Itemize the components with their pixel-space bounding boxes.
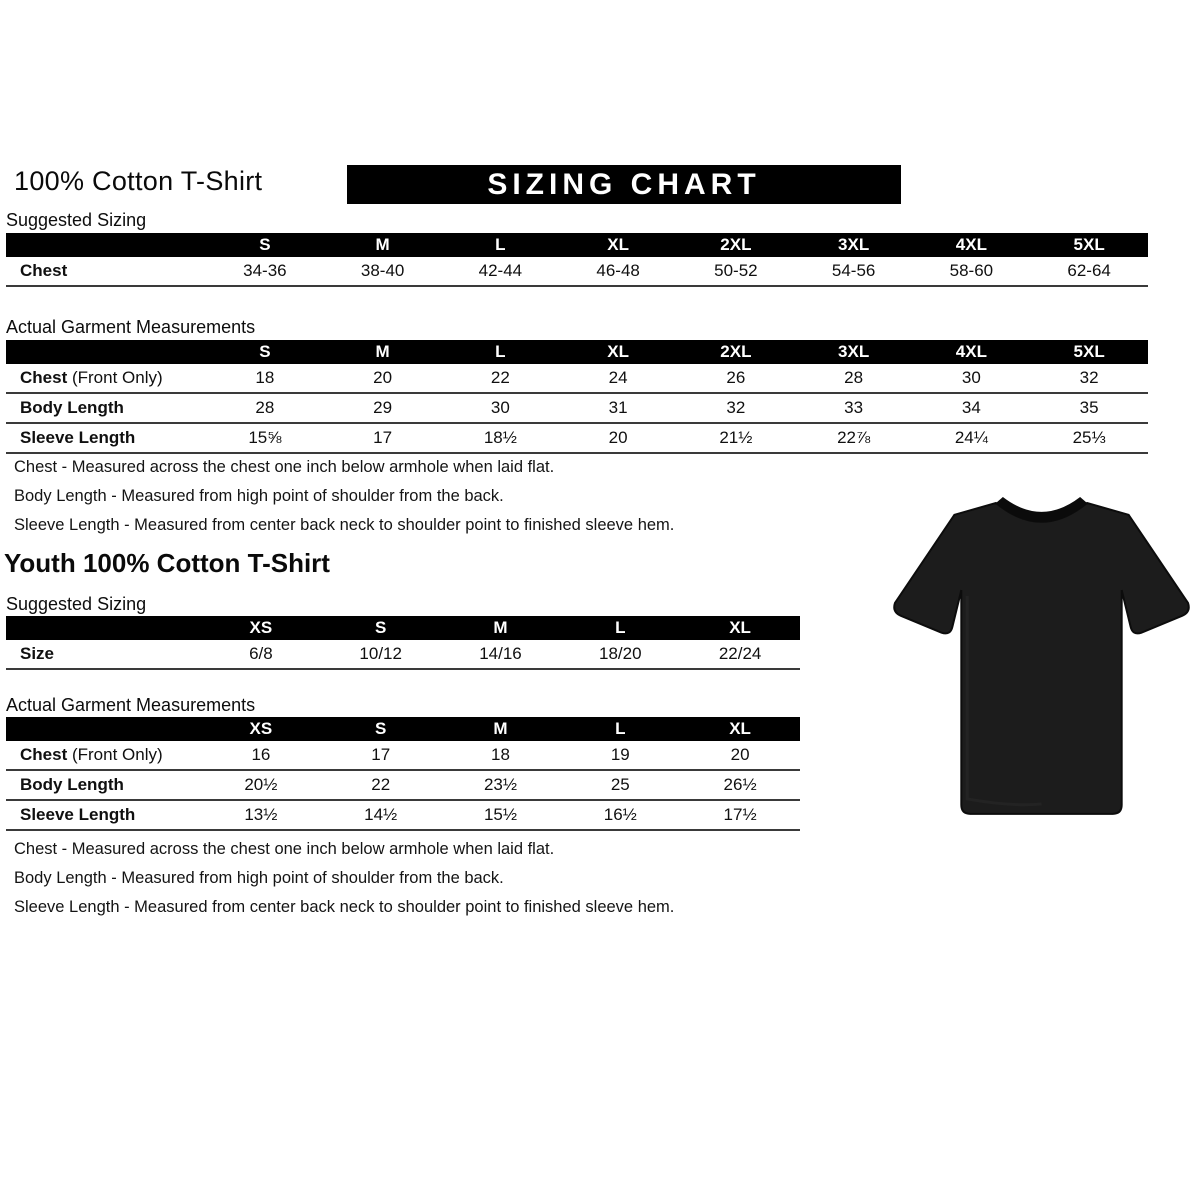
size-column-header: L bbox=[615, 719, 626, 738]
table-header-row bbox=[6, 340, 1148, 364]
youth-section-title: Youth 100% Cotton T-Shirt bbox=[4, 548, 330, 578]
size-column-header: 2XL bbox=[720, 235, 752, 254]
row-label: Body Length bbox=[20, 775, 124, 794]
measurement-cell: 62-64 bbox=[1067, 261, 1111, 280]
youth-actual-measurements-label: Actual Garment Measurements bbox=[6, 695, 256, 715]
measurement-cell: 32 bbox=[1079, 368, 1099, 387]
size-column-header: 3XL bbox=[838, 235, 870, 254]
size-column-header: S bbox=[375, 719, 387, 738]
measurement-cell: 15½ bbox=[483, 805, 518, 824]
measurement-cell: 22⅞ bbox=[837, 428, 871, 447]
size-column-header: XL bbox=[607, 235, 629, 254]
measurement-cell: 24 bbox=[608, 368, 628, 387]
sizing-chart-banner: SIZING CHART bbox=[347, 165, 901, 204]
size-column-header: 4XL bbox=[955, 235, 987, 254]
measurement-cell: 50-52 bbox=[714, 261, 758, 280]
table-header-row bbox=[6, 717, 800, 741]
measurement-cell: 21½ bbox=[719, 428, 753, 447]
table-row bbox=[6, 424, 1148, 454]
measurement-cell: 35 bbox=[1079, 398, 1099, 417]
measurement-cell: 31 bbox=[608, 398, 628, 417]
size-column-header: XS bbox=[249, 719, 273, 738]
note-sleeve-length: Sleeve Length - Measured from center back neck to shoulder point to finished sleeve hem. bbox=[14, 516, 675, 534]
measurement-cell: 14½ bbox=[364, 805, 398, 824]
measurement-cell: 13½ bbox=[244, 805, 278, 824]
youth-suggested-sizing-label: Suggested Sizing bbox=[6, 594, 147, 614]
size-column-header: XL bbox=[729, 719, 751, 738]
measurement-cell: 46-48 bbox=[596, 261, 640, 280]
measurement-cell: 20½ bbox=[244, 775, 278, 794]
measurement-cell: 18½ bbox=[483, 428, 517, 447]
page-title: 100% Cotton T-Shirt bbox=[14, 166, 263, 196]
table-corner-cell bbox=[6, 340, 206, 364]
measurement-cell: 22 bbox=[371, 775, 391, 794]
size-column-header: M bbox=[375, 235, 390, 254]
size-column-header: L bbox=[615, 618, 626, 637]
adult-actual-measurements-table bbox=[6, 340, 1148, 454]
row-label: Chest (Front Only) bbox=[20, 745, 163, 764]
size-column-header: XL bbox=[729, 618, 751, 637]
size-column-header: 5XL bbox=[1073, 342, 1105, 361]
table-row bbox=[6, 771, 800, 801]
size-column-header: S bbox=[259, 342, 271, 361]
table-row bbox=[6, 801, 800, 831]
note-body-length: Body Length - Measured from high point of shoulder from the back. bbox=[14, 869, 504, 887]
measurement-cell: 34 bbox=[961, 398, 981, 417]
measurement-cell: 26½ bbox=[723, 775, 757, 794]
measurement-cell: 25⅓ bbox=[1072, 428, 1106, 447]
size-column-header: 4XL bbox=[955, 342, 987, 361]
measurement-cell: 17 bbox=[371, 745, 391, 764]
row-label: Sleeve Length bbox=[20, 805, 136, 824]
row-label: Sleeve Length bbox=[20, 428, 136, 447]
measurement-cell: 10/12 bbox=[359, 644, 402, 663]
table-corner-cell bbox=[6, 616, 201, 640]
measurement-cell: 28 bbox=[844, 368, 864, 387]
youth-measurement-notes bbox=[14, 840, 844, 927]
measurement-cell: 26 bbox=[726, 368, 746, 387]
measurement-cell: 32 bbox=[726, 398, 746, 417]
note-body-length: Body Length - Measured from high point of shoulder from the back. bbox=[14, 487, 504, 505]
measurement-cell: 18/20 bbox=[599, 644, 642, 663]
measurement-cell: 29 bbox=[373, 398, 393, 417]
size-column-header: XL bbox=[607, 342, 629, 361]
measurement-cell: 34-36 bbox=[243, 261, 287, 280]
size-column-header: M bbox=[493, 719, 508, 738]
measurement-cell: 30 bbox=[961, 368, 981, 387]
note-sleeve-length: Sleeve Length - Measured from center back neck to shoulder point to finished sleeve hem. bbox=[14, 898, 675, 916]
measurement-cell: 23½ bbox=[483, 775, 518, 794]
size-column-header: 3XL bbox=[838, 342, 870, 361]
size-column-header: M bbox=[493, 618, 508, 637]
note-chest: Chest - Measured across the chest one inch below armhole when laid flat. bbox=[14, 840, 555, 858]
row-label: Body Length bbox=[20, 398, 124, 417]
table-row bbox=[6, 640, 800, 670]
measurement-cell: 58-60 bbox=[949, 261, 994, 280]
size-column-header: M bbox=[375, 342, 390, 361]
row-label: Size bbox=[20, 644, 55, 663]
measurement-cell: 17 bbox=[373, 428, 393, 447]
table-row bbox=[6, 257, 1148, 287]
table-corner-cell bbox=[6, 233, 206, 257]
measurement-cell: 20 bbox=[730, 745, 750, 764]
measurement-cell: 18 bbox=[255, 368, 275, 387]
adult-actual-measurements-label: Actual Garment Measurements bbox=[6, 317, 256, 337]
measurement-cell: 16½ bbox=[603, 805, 637, 824]
measurement-cell: 30 bbox=[490, 398, 510, 417]
table-corner-cell bbox=[6, 717, 201, 741]
youth-suggested-sizing-table bbox=[6, 616, 800, 670]
measurement-cell: 54-56 bbox=[831, 261, 876, 280]
youth-actual-measurements-table bbox=[6, 717, 800, 831]
size-column-header: L bbox=[495, 342, 506, 361]
measurement-cell: 15⅝ bbox=[248, 428, 282, 447]
measurement-cell: 25 bbox=[610, 775, 630, 794]
measurement-cell: 18 bbox=[491, 745, 510, 764]
table-header-row bbox=[6, 616, 800, 640]
row-label: Chest (Front Only) bbox=[20, 368, 163, 387]
note-chest: Chest - Measured across the chest one inch below armhole when laid flat. bbox=[14, 458, 555, 476]
table-row bbox=[6, 364, 1148, 394]
measurement-cell: 17½ bbox=[723, 805, 757, 824]
size-column-header: 5XL bbox=[1073, 235, 1105, 254]
measurement-cell: 20 bbox=[608, 428, 628, 447]
tshirt-image bbox=[893, 477, 1190, 819]
table-row bbox=[6, 394, 1148, 424]
measurement-cell: 20 bbox=[373, 368, 393, 387]
measurement-cell: 16 bbox=[251, 745, 271, 764]
adult-suggested-sizing-label: Suggested Sizing bbox=[6, 210, 147, 230]
row-label: Chest bbox=[20, 261, 68, 280]
measurement-cell: 24¼ bbox=[954, 428, 988, 447]
size-column-header: 2XL bbox=[720, 342, 752, 361]
table-row bbox=[6, 741, 800, 771]
table-header-row bbox=[6, 233, 1148, 257]
size-column-header: L bbox=[495, 235, 506, 254]
measurement-cell: 42-44 bbox=[478, 261, 523, 280]
adult-suggested-sizing-table bbox=[6, 233, 1148, 287]
size-column-header: S bbox=[375, 618, 387, 637]
measurement-cell: 22 bbox=[490, 368, 510, 387]
measurement-cell: 38-40 bbox=[360, 261, 405, 280]
adult-measurement-notes bbox=[14, 458, 844, 545]
size-column-header: S bbox=[259, 235, 271, 254]
tshirt-graphic bbox=[893, 477, 1190, 819]
measurement-cell: 28 bbox=[255, 398, 275, 417]
measurement-cell: 19 bbox=[610, 745, 630, 764]
measurement-cell: 33 bbox=[844, 398, 864, 417]
measurement-cell: 14/16 bbox=[479, 644, 522, 663]
measurement-cell: 22/24 bbox=[718, 644, 762, 663]
measurement-cell: 6/8 bbox=[249, 644, 273, 663]
size-column-header: XS bbox=[249, 618, 273, 637]
